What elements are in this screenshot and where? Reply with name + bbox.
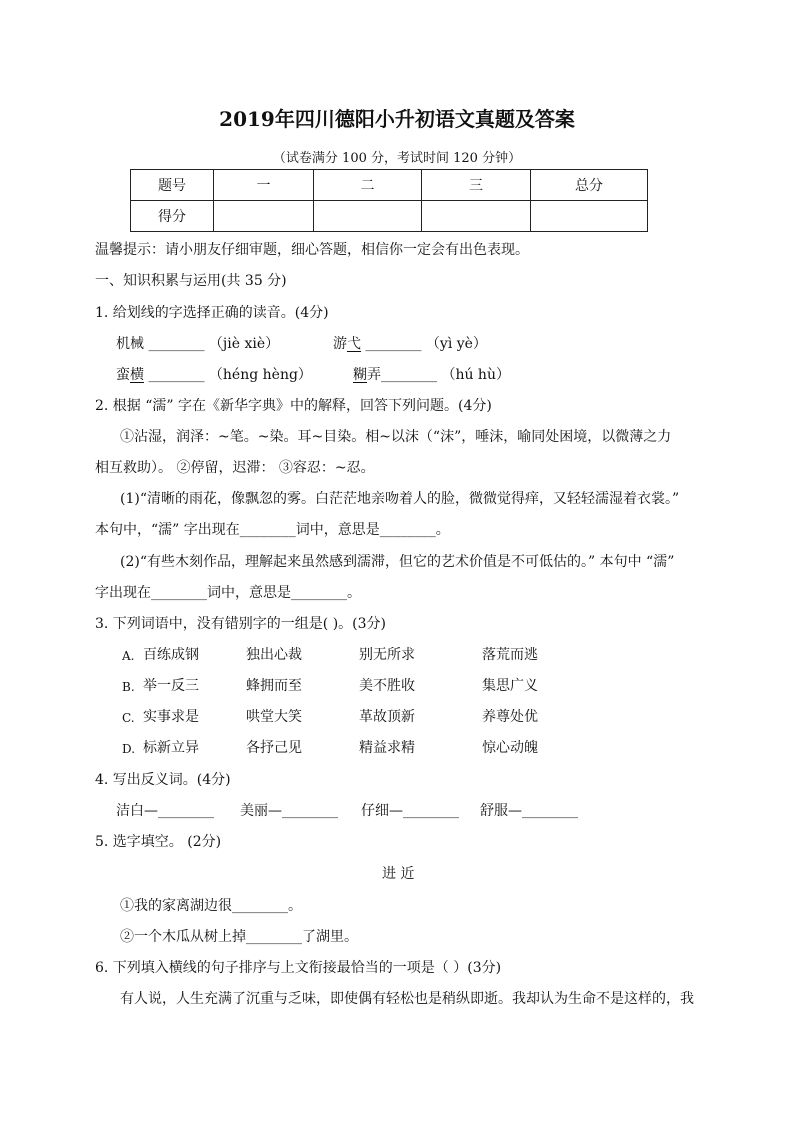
pinyin-options: （hú hù） [441,367,510,383]
antonym-item: 美丽—________ [240,803,338,819]
score-cell [314,201,422,232]
option-word: 各抒己见 [246,740,302,756]
q1-item-d [353,367,510,383]
page-title: 2019年四川德阳小升初语文真题及答案 [219,107,575,131]
answer-blank: ________ [365,336,422,352]
q2-sub2-line: 字出现在________词中，意思是________。 [95,585,361,601]
score-header-cell: 题号 [131,170,214,201]
q6-paragraph: 有人说，人生充满了沉重与乏味，即使偶有轻松也是稍纵即逝。我却认为生命不是这样的，我 [120,991,694,1007]
q2-sub1-line: (1)“清晰的雨花，像飘忽的雾。白茫茫地亲吻着人的脸，微微觉得痒，又轻轻濡湿着衣裳。” [120,491,680,507]
q1-item-c [116,367,312,383]
pinyin-options: （jiè xiè） [208,336,280,352]
q2-sub2-line: (2)“有些木刻作品，理解起来虽然感到濡滞，但它的艺术价值是不可低估的。” 本句中 “濡” [120,554,675,570]
q2-definition-line: 相互救助）。 ②停留，迟滞： ③容忍：~忍。 [95,460,375,476]
q5-sentence: ②一个木瓜从树上掉________了湖里。 [120,929,358,945]
pinyin-options: （héng hèng） [208,367,312,383]
option-label: D. [122,742,136,756]
q1-item-b [333,336,487,352]
option-label: B. [122,680,135,694]
option-word: 标新立异 [143,740,199,756]
score-row-label: 得分 [131,201,214,232]
option-word: 养尊处优 [482,709,538,725]
option-word: 落荒而逃 [482,647,538,663]
q2-sub1-line: 本句中，“濡” 字出现在________词中，意思是________。 [95,522,450,538]
answer-blank: ________ [148,336,205,352]
score-header-cell: 二 [314,170,422,201]
option-word: 惊心动魄 [482,740,538,756]
answer-blank: ________ [381,367,437,383]
underlined-char: 横 [130,367,144,383]
option-label: A. [122,649,135,663]
option-word: 举一反三 [143,678,199,694]
q1-word: 蛮 [116,367,130,383]
pinyin-options: （yì yè） [425,336,487,352]
score-header-cell: 总分 [531,170,648,201]
section-heading: 一、知识积累与运用(共 35 分) [95,273,287,289]
answer-blank: ________ [148,367,205,383]
score-header-cell: 三 [422,170,531,201]
q1-item-a [116,336,279,352]
antonym-item: 洁白—________ [116,803,214,819]
score-header-cell: 一 [214,170,314,201]
option-word: 革故顶新 [359,709,415,725]
score-table-row [131,201,648,232]
option-word: 别无所求 [359,647,415,663]
option-word: 精益求精 [359,740,415,756]
option-word: 蜂拥而至 [246,678,302,694]
option-word: 实事求是 [143,709,199,725]
option-word: 哄堂大笑 [246,709,302,725]
option-word: 美不胜收 [359,678,415,694]
antonym-item: 仔细—________ [361,803,459,819]
question-5-stem: 5. 选字填空。 (2分) [95,834,222,850]
question-3-stem: 3. 下列词语中，没有错别字的一组是( )。(3分) [95,616,387,632]
option-word: 独出心裁 [246,647,302,663]
q1-word: 游 [333,336,347,352]
score-table-header-row [131,170,648,201]
option-label: C. [122,711,135,725]
score-cell [214,201,314,232]
q5-sentence: ①我的家离湖边很________。 [120,898,302,914]
q1-word: 机械 [116,336,144,352]
score-cell [422,201,531,232]
underlined-char: 弋 [347,336,361,352]
tip-text: 温馨提示：请小朋友仔细审题，细心答题，相信你一定会有出色表现。 [95,242,529,258]
exam-subtitle: （试卷满分 100 分，考试时间 120 分钟） [272,151,522,166]
option-word: 集思广义 [482,678,538,694]
option-word: 百练成钢 [143,647,199,663]
score-cell [531,201,648,232]
q2-definition-line: ①沾湿，润泽：~笔。~染。耳~目染。相~以沫（“沫”，唾沫，喻同处困境，以微薄之力 [120,429,672,445]
question-1-stem: 1. 给划线的字选择正确的读音。(4分) [95,305,329,321]
q1-word: 弄 [367,367,381,383]
underlined-char: 糊 [353,367,367,383]
question-4-stem: 4. 写出反义词。(4分) [95,772,231,788]
antonym-item: 舒服—________ [480,803,578,819]
question-2-stem: 2. 根据 “濡” 字在《新华字典》中的解释，回答下列问题。(4分) [95,398,492,414]
question-6-stem: 6. 下列填入横线的句子排序与上文衔接最恰当的一项是（ ）(3分) [95,960,502,976]
score-table [130,169,648,232]
q5-choices: 进 近 [382,866,415,882]
